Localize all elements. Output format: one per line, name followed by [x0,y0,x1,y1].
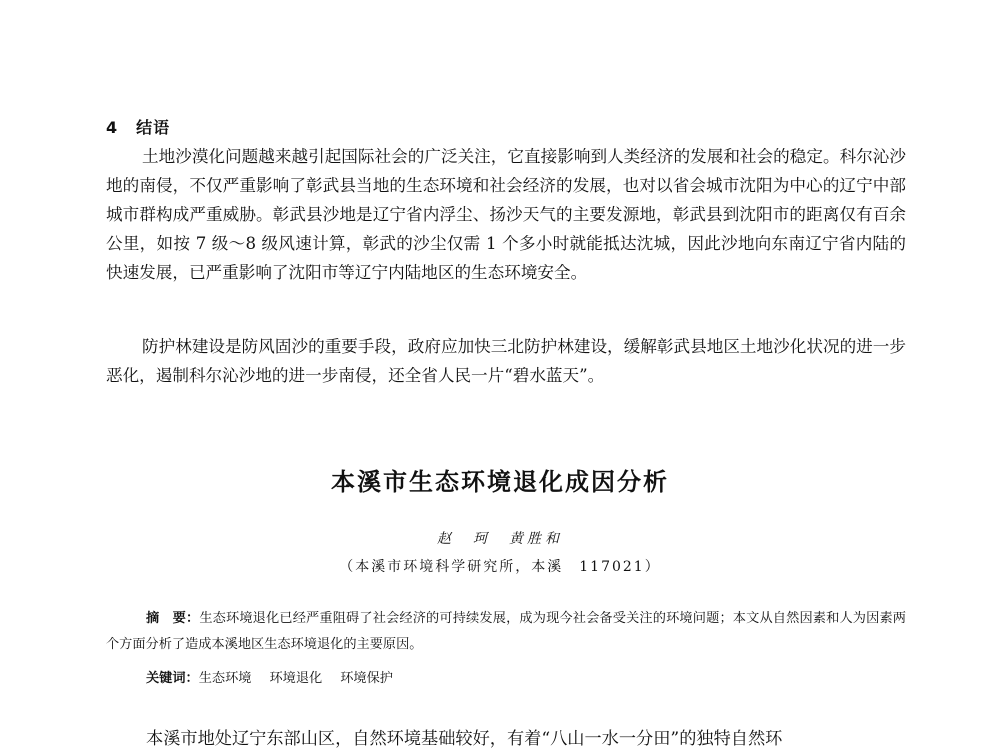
author-affiliation: （本溪市环境科学研究所，本溪 117021） [339,559,661,575]
keyword: 生态环境 [198,671,252,686]
section-number: 4 [106,118,119,137]
section-heading [106,115,170,138]
article-body-paragraph: 本溪市地处辽宁东部山区，自然环境基础较好，有着“八山一水一分田”的独特自然环 [146,729,783,749]
article-title: 本溪市生态环境退化成因分析 [331,468,669,496]
abstract-label: 摘 要： [146,611,200,626]
keyword: 环境退化 [269,671,323,686]
conclusion-paragraph-2: 防护林建设是防风固沙的重要手段，政府应加快三北防护林建设，缓解彰武县地区土地沙化状况的进一步恶化，遏制科尔沁沙地的进一步南侵，还全省人民一片“碧水蓝天”。 [106,337,906,385]
keywords-label: 关键词： [146,671,199,686]
abstract-text: 生态环境退化已经严重阻碍了社会经济的可持续发展，成为现今社会备受关注的环境问题；本文从自然因素和人为因素两个方面分析了造成本溪地区生态环境退化的主要原因。 [106,611,906,652]
keyword: 环境保护 [340,671,393,686]
section-title: 结语 [136,118,171,137]
article-authors: 赵 珂 黄胜和 [437,531,563,547]
keywords-line [146,667,411,686]
abstract [106,606,906,658]
conclusion-paragraph-1: 土地沙漠化问题越来越引起国际社会的广泛关注，它直接影响到人类经济的发展和社会的稳定。科尔沁沙地的南侵，不仅严重影响了彰武县当地的生态环境和社会经济的发展，也对以省会城市沈阳为中心的辽宁中部城市群构成严重威胁。彰武县沙地是辽宁省内浮尘、扬沙天气的主要发源地，彰武县到沈阳市的距离仅有百余公里，如按 7 级～8 级风速计算，彰武的沙尘仅需 1 个多小时就能抵达沈城，因此沙地向东南辽宁省内陆的快速发展，已严重影响了沈阳市等辽宁内陆地区的生态环境安全。 [106,147,906,282]
